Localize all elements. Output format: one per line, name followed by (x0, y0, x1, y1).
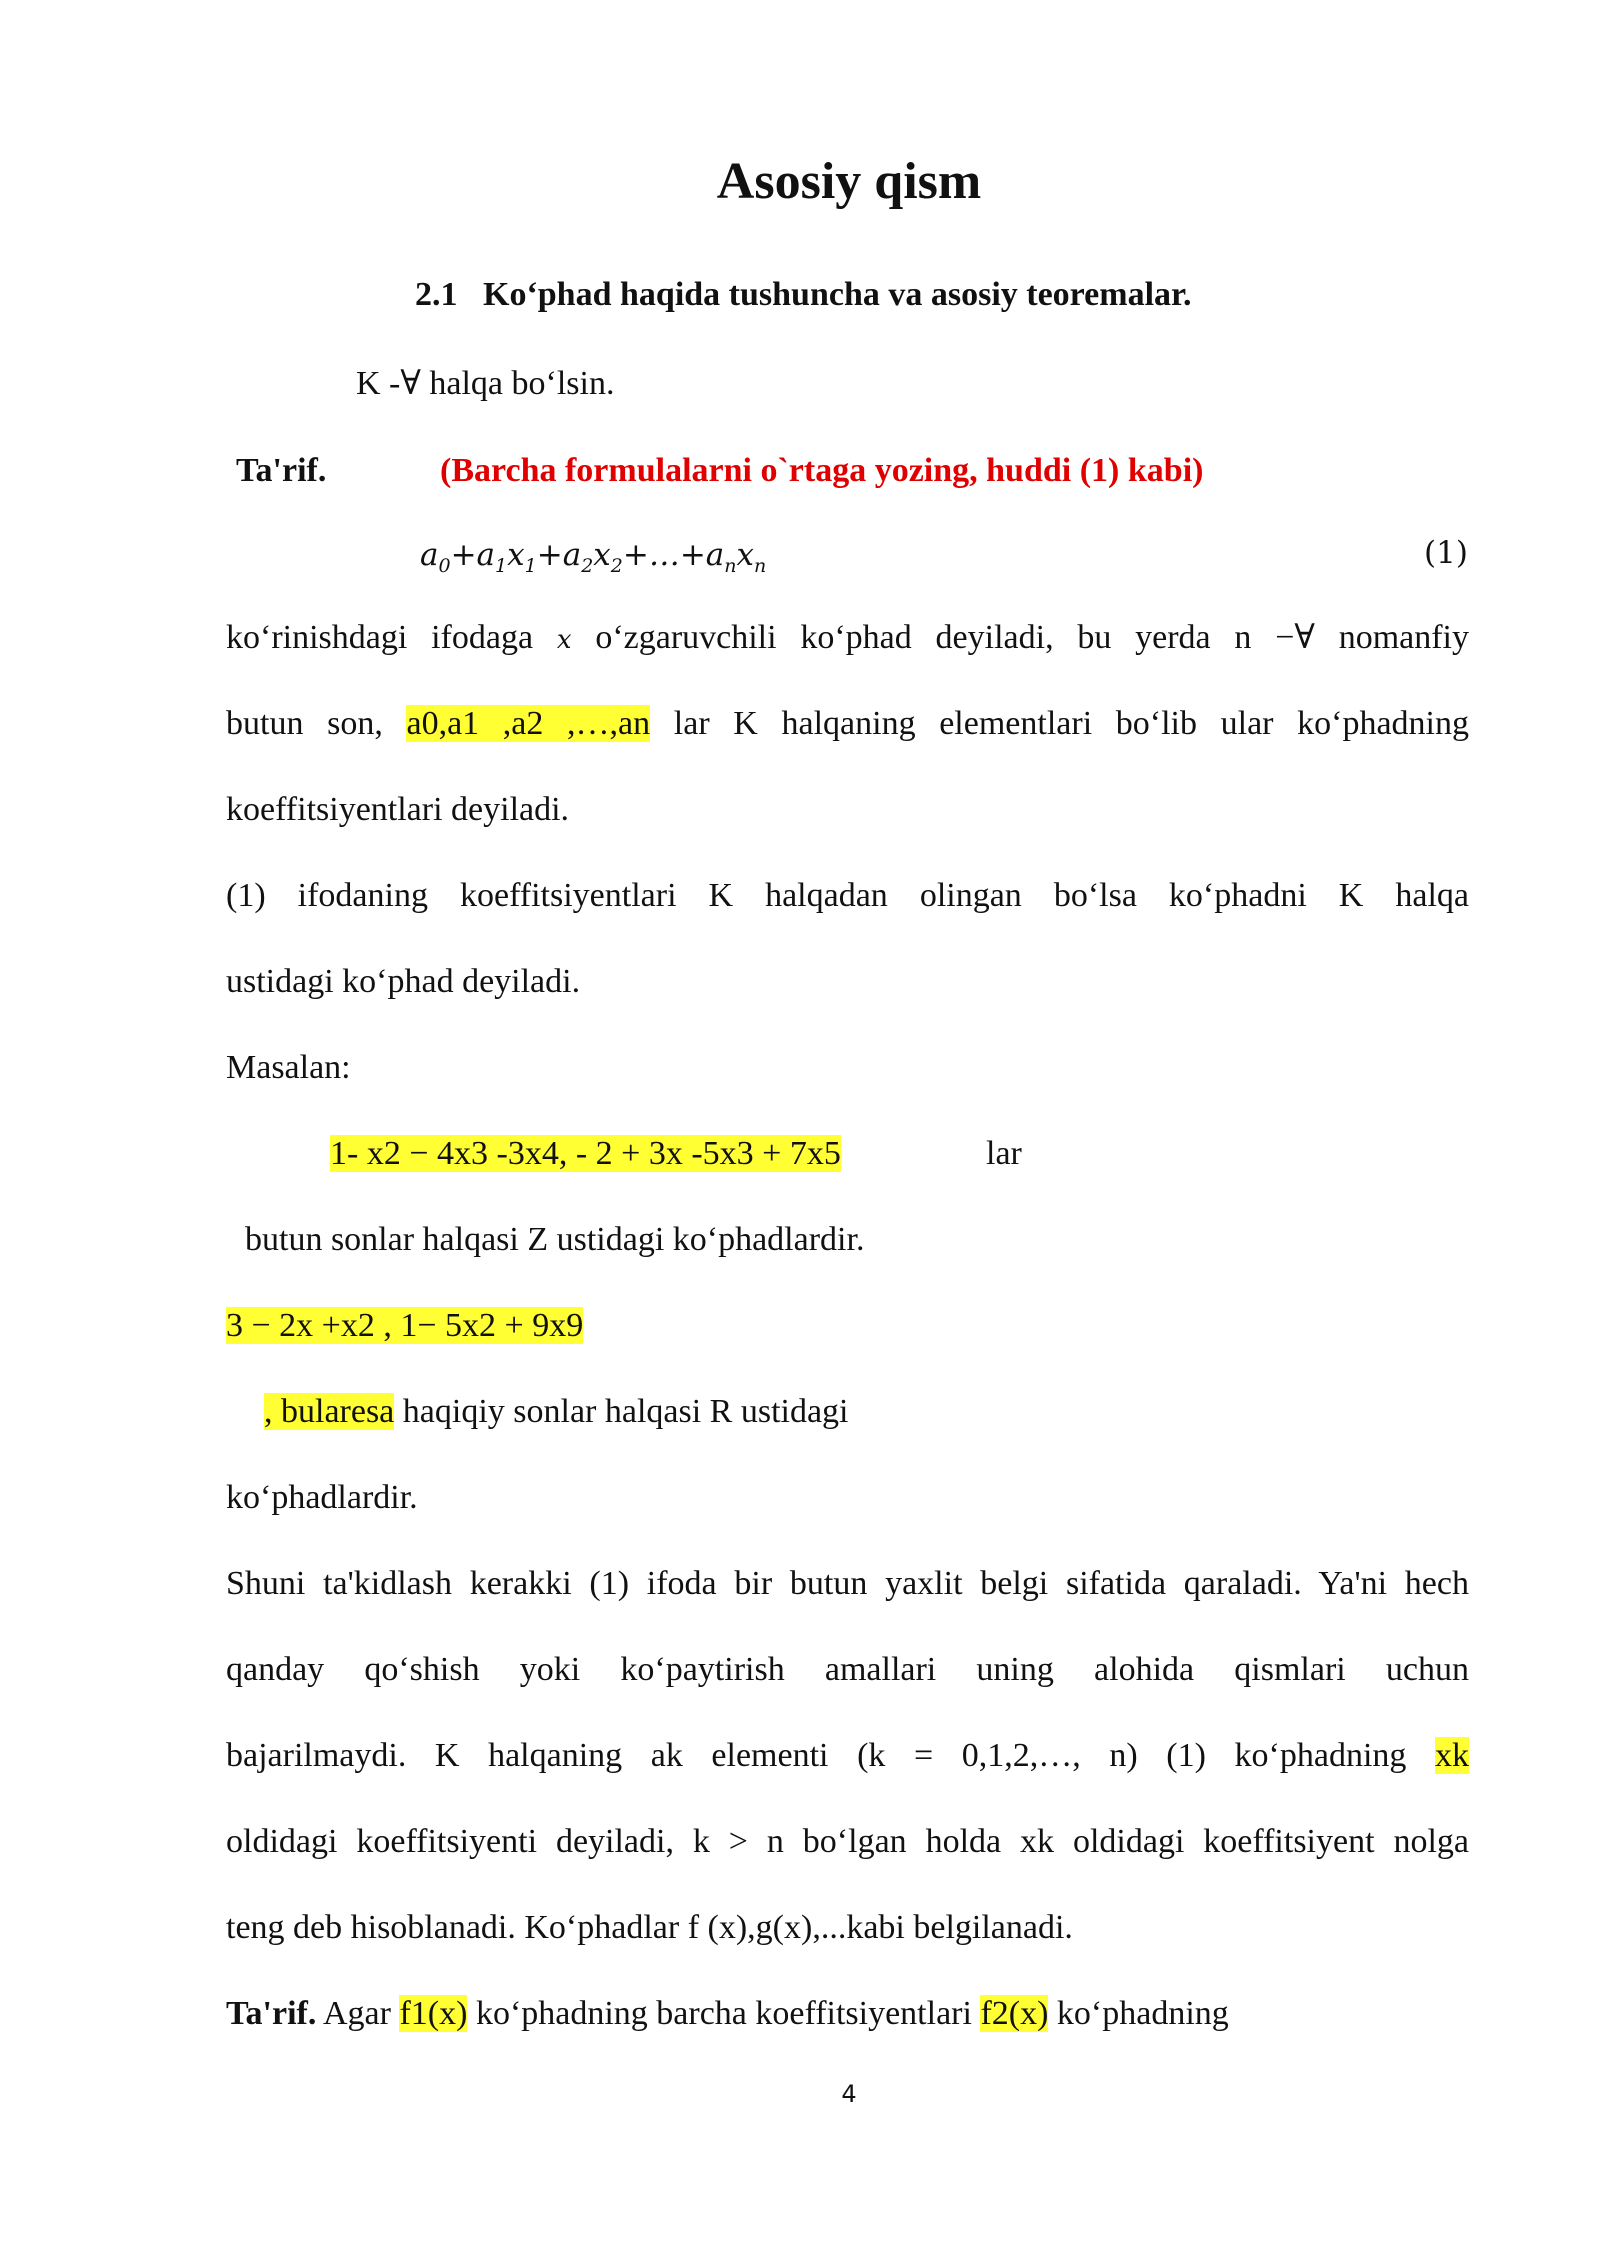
f1-highlight: f1(x) (399, 1995, 468, 2032)
para3-line5: teng deb hisoblanadi. Ko‘phadlar f (x),g(x),...kabi belgilanadi. (226, 1909, 1073, 1946)
para3-line2: qanday qo‘shish yoki ko‘paytirish amallari uning alohida qismlari uchun (226, 1651, 1469, 1688)
variable-x: x (556, 625, 572, 655)
section-number: 2.1 (415, 276, 458, 313)
example-poly1-suffix: lar (986, 1135, 1022, 1172)
section-title: Ko‘phad haqida tushuncha va asosiy teoremalar. (483, 276, 1192, 313)
coefficients-highlight: a0,a1 ,a2 ,…,an (406, 705, 651, 742)
page-title: Asosiy qism (716, 153, 982, 210)
example-line2: butun sonlar halqasi Z ustidagi ko‘phadlardir. (245, 1221, 865, 1258)
para1-line1: ko‘rinishdagi ifodaga x o‘zgaruvchili ko‘phad deyiladi, bu yerda n −∀ nomanfiy (226, 619, 1470, 656)
definition2-line: Ta'rif. Agar f1(x) ko‘phadning barcha koeffitsiyentlari f2(x) ko‘phadning (226, 1995, 1229, 2032)
definition-label: Ta'rif. (236, 452, 327, 489)
para3-line4: oldidagi koeffitsiyenti deyiladi, k > n bo‘lgan holda xk oldidagi koeffitsiyent nolga (226, 1823, 1469, 1860)
f2-highlight: f2(x) (980, 1995, 1049, 2032)
intro-line: K -∀ halqa bo‘lsin. (356, 365, 615, 402)
page-number: 4 (841, 2080, 857, 2108)
example-line4: , bularesa haqiqiy sonlar halqasi R ustidagi (264, 1393, 849, 1430)
section-heading (415, 276, 1192, 314)
para3-line1: Shuni ta'kidlash kerakki (1) ifoda bir butun yaxlit belgi sifatida qaraladi. Ya'ni hech (226, 1565, 1469, 1602)
xk-highlight: xk (1435, 1737, 1470, 1774)
definition2-label: Ta'rif. (226, 1995, 317, 2032)
para1-line3: koeffitsiyentlari deyiladi. (226, 791, 570, 828)
example-line5: ko‘phadlardir. (226, 1479, 418, 1516)
equation-number: (1) (1424, 535, 1468, 571)
para2-line1: (1) ifodaning koeffitsiyentlari K halqadan olingan bo‘lsa ko‘phadni K halqa (226, 877, 1469, 914)
definition-note: (Barcha formulalarni o`rtaga yozing, huddi (1) kabi) (440, 452, 1204, 489)
example-poly1: 1- x2 − 4x3 -3x4, - 2 + 3x -5x3 + 7x5 (330, 1135, 841, 1172)
example-poly2: 3 − 2x +x2 , 1− 5x2 + 9x9 (226, 1307, 584, 1344)
para1-line2: butun son, a0,a1 ,a2 ,…,an lar K halqaning elementlari bo‘lib ular ko‘phadning (226, 705, 1470, 742)
para2-line2: ustidagi ko‘phad deyiladi. (226, 963, 581, 1000)
para3-line3: bajarilmaydi. K halqaning ak elementi (k = 0,1,2,…, n) (1) ko‘phadning xk (226, 1737, 1470, 1774)
example-label: Masalan: (226, 1049, 351, 1086)
polynomial-formula: $a_0+a_1x_1+a_2x_2+\dots+a_nx_n$ (420, 537, 767, 577)
